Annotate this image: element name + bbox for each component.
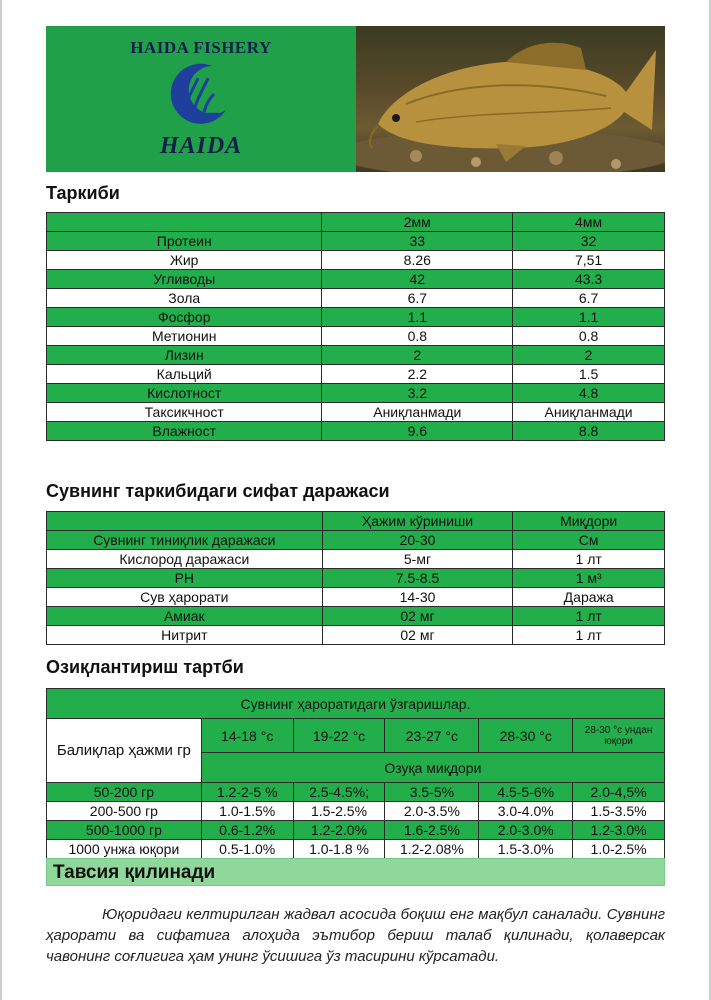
feed-percent: 1.2-2.08% (385, 840, 479, 859)
haida-logo-icon (164, 60, 234, 130)
recommendation-title: Тавсия қилинади (46, 858, 665, 886)
water-header-cell: Миқдори (513, 512, 665, 531)
feeding-title: Озиқлантириш тартби (46, 657, 244, 677)
brand-title: HAIDA FISHERY (130, 38, 272, 57)
nutrient-name: Жир (47, 251, 322, 270)
nutrient-value: 1.1 (322, 308, 513, 327)
feed-percent: 1.5-2.5% (293, 802, 385, 821)
parameter-value: 20-30 (322, 531, 513, 550)
nutrient-value: 32 (513, 232, 665, 251)
parameter-value: Даража (513, 588, 665, 607)
nutrient-value: 1.1 (513, 308, 665, 327)
nutrient-value: 6.7 (513, 289, 665, 308)
water-row (47, 626, 665, 645)
feed-percent: 1.5-3.5% (573, 802, 665, 821)
header-banner (46, 26, 665, 172)
feeding-row (47, 821, 665, 840)
feeding-table (46, 688, 665, 859)
composition-row (47, 365, 665, 384)
feed-percent: 0.6-1.2% (201, 821, 293, 840)
feed-percent: 2.5-4.5%; (293, 783, 385, 802)
fish-weight-header: Балиқлар ҳажми гр (47, 719, 202, 783)
nutrient-value: 3.2 (322, 384, 513, 403)
water-row (47, 569, 665, 588)
feeding-row (47, 840, 665, 859)
parameter-name: Сувнинг тиниқлик даражаси (47, 531, 323, 550)
nutrient-value: 2 (513, 346, 665, 365)
composition-row (47, 289, 665, 308)
nutrient-name: Фосфор (47, 308, 322, 327)
water-header-row (47, 512, 665, 531)
parameter-value: 1 м³ (513, 569, 665, 588)
recommendation-text (46, 904, 665, 967)
water-row (47, 588, 665, 607)
nutrient-value: 7,51 (513, 251, 665, 270)
feed-percent: 1.0-2.5% (573, 840, 665, 859)
nutrient-value: 1.5 (513, 365, 665, 384)
nutrient-value: 2 (322, 346, 513, 365)
parameter-value: 02 мг (322, 626, 513, 645)
feeding-row (47, 802, 665, 821)
parameter-value: 14-30 (322, 588, 513, 607)
page-border-left (0, 0, 2, 1000)
composition-header-cell: 4мм (513, 213, 665, 232)
nutrient-value: 33 (322, 232, 513, 251)
nutrient-value: 6.7 (322, 289, 513, 308)
nutrient-value: 43.3 (513, 270, 665, 289)
water-row (47, 607, 665, 626)
temperature-range: 28-30 °c ундан юқори (573, 719, 665, 753)
parameter-value: 5-мг (322, 550, 513, 569)
temperature-range: 19-22 °c (293, 719, 385, 753)
parameter-value: См (513, 531, 665, 550)
composition-title: Таркиби (46, 183, 120, 203)
composition-row (47, 327, 665, 346)
feed-percent: 1.2-2.0% (293, 821, 385, 840)
fish-weight: 500-1000 гр (47, 821, 202, 840)
composition-table (46, 212, 665, 441)
feed-percent: 2.0-3.0% (479, 821, 573, 840)
composition-row (47, 384, 665, 403)
feed-amount-header: Озуқа миқдори (201, 753, 664, 783)
parameter-value: 1 лт (513, 626, 665, 645)
nutrient-value: 0.8 (322, 327, 513, 346)
nutrient-value: 9.6 (322, 422, 513, 441)
feed-percent: 1.0-1.5% (201, 802, 293, 821)
temperature-changes-header: Сувнинг ҳароратидаги ўзгаришлар. (47, 689, 665, 719)
feeding-row (47, 783, 665, 802)
composition-row (47, 308, 665, 327)
composition-row (47, 422, 665, 441)
temperature-range: 23-27 °c (385, 719, 479, 753)
nutrient-value: 42 (322, 270, 513, 289)
nutrient-name: Протеин (47, 232, 322, 251)
nutrient-name: Зола (47, 289, 322, 308)
nutrient-value: 0.8 (513, 327, 665, 346)
water-row (47, 531, 665, 550)
water-quality-table (46, 511, 665, 645)
composition-header-cell (47, 213, 322, 232)
nutrient-name: Кислотност (47, 384, 322, 403)
nutrient-value: 8.8 (513, 422, 665, 441)
parameter-value: 1 лт (513, 607, 665, 626)
carp-fish-icon (356, 26, 665, 172)
composition-row (47, 403, 665, 422)
composition-row (47, 270, 665, 289)
fish-weight: 200-500 гр (47, 802, 202, 821)
nutrient-value: 2.2 (322, 365, 513, 384)
nutrient-name: Угливоды (47, 270, 322, 289)
composition-row (47, 232, 665, 251)
water-row (47, 550, 665, 569)
water-header-cell: Ҳажим кўриниши (322, 512, 513, 531)
composition-header-row (47, 213, 665, 232)
fish-weight: 1000 унжа юқори (47, 840, 202, 859)
parameter-name: PH (47, 569, 323, 588)
nutrient-value: Аниқланмади (513, 403, 665, 422)
composition-header-cell: 2мм (322, 213, 513, 232)
parameter-value: 1 лт (513, 550, 665, 569)
parameter-name: Кислород даражаси (47, 550, 323, 569)
temperature-range: 28-30 °c (479, 719, 573, 753)
feed-percent: 1.6-2.5% (385, 821, 479, 840)
feed-percent: 2.0-3.5% (385, 802, 479, 821)
water-quality-title: Сувнинг таркибидаги сифат даражаси (46, 481, 390, 501)
feed-percent: 1.2-2-5 % (201, 783, 293, 802)
fish-weight: 50-200 гр (47, 783, 202, 802)
parameter-name: Амиак (47, 607, 323, 626)
brand-panel (46, 26, 356, 172)
feed-percent: 1.2-3.0% (573, 821, 665, 840)
nutrient-value: 8.26 (322, 251, 513, 270)
nutrient-name: Метионин (47, 327, 322, 346)
nutrient-value: 4.8 (513, 384, 665, 403)
brand-name: HAIDA (159, 133, 243, 159)
feed-percent: 1.5-3.0% (479, 840, 573, 859)
nutrient-name: Кальций (47, 365, 322, 384)
composition-row (47, 251, 665, 270)
parameter-value: 7.5-8.5 (322, 569, 513, 588)
composition-row (47, 346, 665, 365)
feed-percent: 3.0-4.0% (479, 802, 573, 821)
feed-percent: 0.5-1.0% (201, 840, 293, 859)
nutrient-name: Лизин (47, 346, 322, 365)
feed-percent: 4.5-5-6% (479, 783, 573, 802)
nutrient-name: Влажност (47, 422, 322, 441)
carp-photo (356, 26, 665, 172)
feed-percent: 3.5-5% (385, 783, 479, 802)
temperature-range: 14-18 °c (201, 719, 293, 753)
parameter-name: Сув ҳарорати (47, 588, 323, 607)
parameter-name: Нитрит (47, 626, 323, 645)
feed-percent: 2.0-4,5% (573, 783, 665, 802)
water-header-cell (47, 512, 323, 531)
nutrient-value: Аниқланмади (322, 403, 513, 422)
parameter-value: 02 мг (322, 607, 513, 626)
nutrient-name: Таксикчност (47, 403, 322, 422)
feed-percent: 1.0-1.8 % (293, 840, 385, 859)
recommendation-body: Юқоридаги келтирилган жадвал асосида боқиш енг мақбул саналади. Сувнинг ҳарорати ва сифатига алоҳида эътибор бериш талаб қилинади, қолаверсак чавонинг соғлигига ҳам унинг ўсишига ўз тасирини кўрсатади. (46, 906, 665, 965)
